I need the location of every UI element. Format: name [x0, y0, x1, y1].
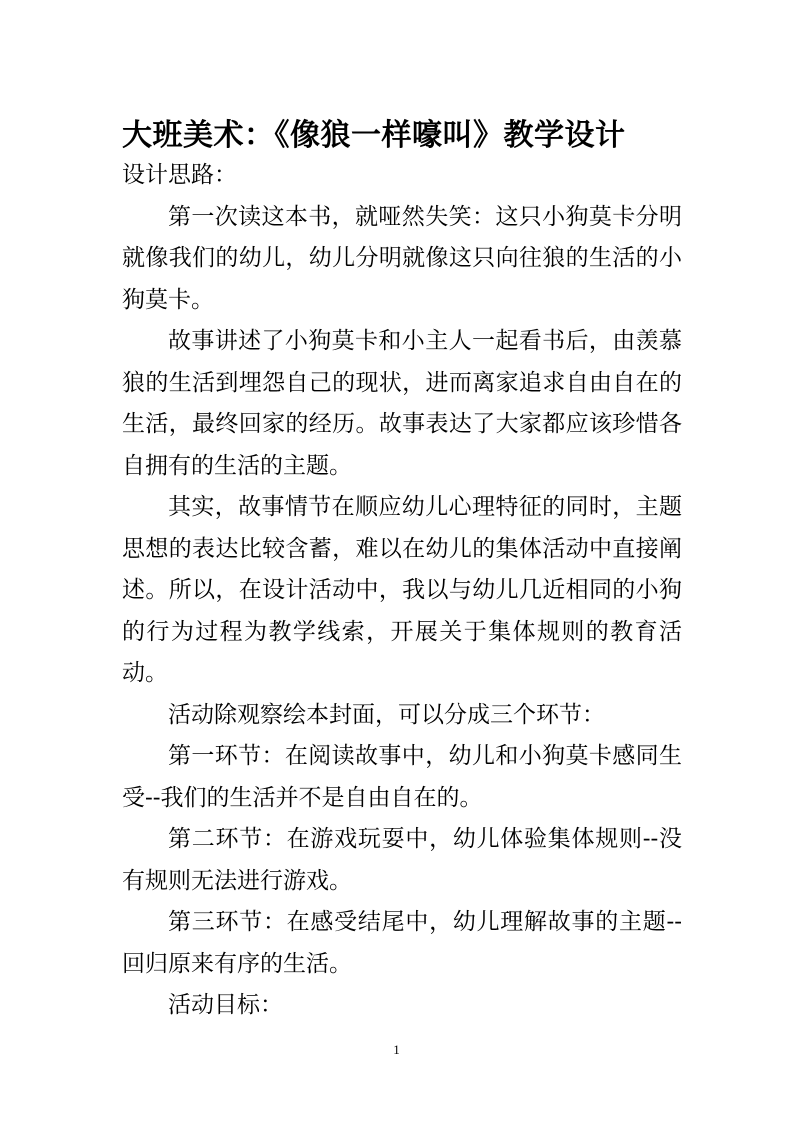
paragraph: 第三环节：在感受结尾中，幼儿理解故事的主题--回归原来有序的生活。 [122, 909, 682, 977]
page-title: 大班美术：《像狼一样嚎叫》教学设计 [122, 118, 626, 154]
section-heading-objectives: 活动目标： [168, 992, 283, 1018]
paragraph: 第二环节：在游戏玩耍中，幼儿体验集体规则--没有规则无法进行游戏。 [122, 826, 682, 894]
paragraph: 其实，故事情节在顺应幼儿心理特征的同时，主题思想的表达比较含蓄，难以在幼儿的集体活动中直接阐述。所以，在设计活动中，我以与幼儿几近相同的小狗的行为过程为教学线索，开展关于集体规则的教育活动。 [122, 494, 682, 686]
page-number: 1 [393, 1042, 400, 1057]
section-heading-design-idea: 设计思路： [122, 162, 237, 188]
paragraph: 活动除观察绘本封面，可以分成三个环节： [168, 701, 605, 728]
paragraph: 第一次读这本书，就哑然失笑：这只小狗莫卡分明就像我们的幼儿，幼儿分明就像这只向往狼的生活的小狗莫卡。 [122, 203, 682, 313]
paragraph: 故事讲述了小狗莫卡和小主人一起看书后，由羡慕狼的生活到埋怨自己的现状，进而离家追求自由自在的生活，最终回家的经历。故事表达了大家都应该珍惜各自拥有的生活的主题。 [122, 328, 682, 479]
paragraph: 第一环节：在阅读故事中，幼儿和小狗莫卡感同生受--我们的生活并不是自由自在的。 [122, 743, 682, 811]
document-body [122, 155, 682, 1027]
